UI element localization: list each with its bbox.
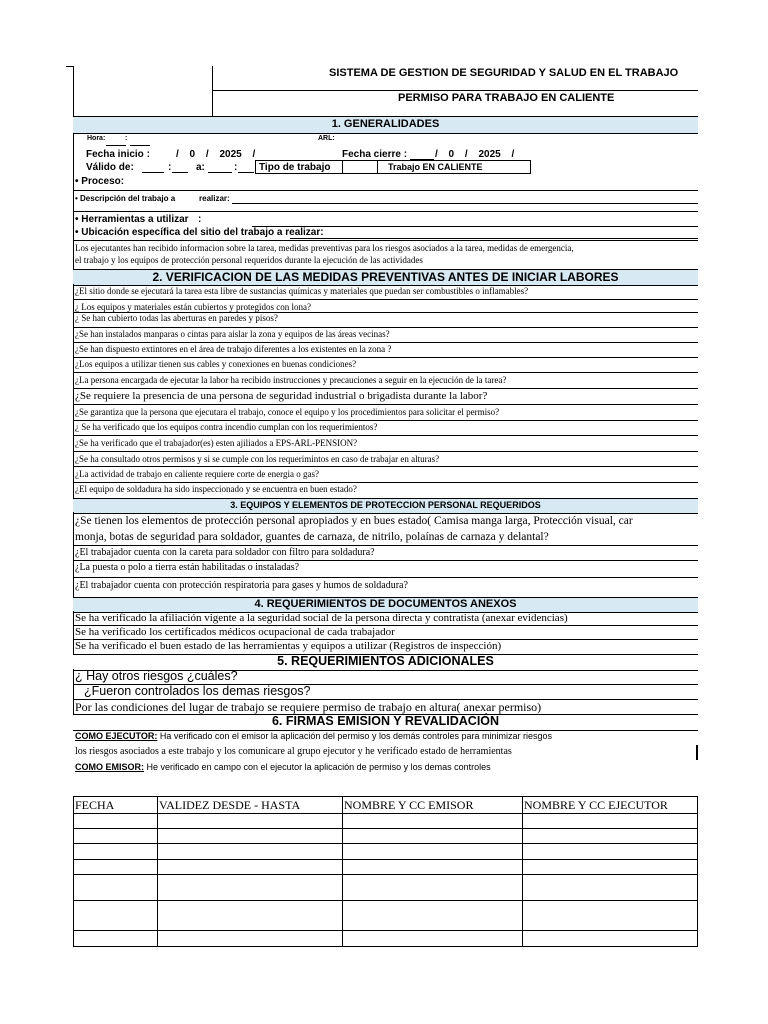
sig-row-line-3 [73, 843, 698, 844]
section2-header [73, 269, 698, 286]
sig-col-line-4 [697, 796, 698, 947]
section1-header [73, 116, 698, 134]
hora-line-2 [130, 145, 150, 146]
s2-line-10 [73, 435, 698, 436]
s5-item-3: Por las condiciones del lugar de trabajo se requiere permiso de trabajo en altura( anexar permiso) [75, 700, 542, 714]
s2-item-13: ¿La actividad de trabajo en caliente requiere corte de energia o gas? [75, 469, 319, 479]
s3-item-1-line-1: ¿Se tienen los elementos de protección personal apropiados y en bues estado( Camisa manga larga, Protección visual, car [75, 515, 633, 527]
section6-header [73, 714, 698, 731]
s4-item-1: Se ha verificado la afiliación vigente a la seguridad social de la persona directa y contratista (anexar evidencias) [75, 612, 568, 624]
sig-header-emisor: NOMBRE Y CC EMISOR [344, 798, 474, 812]
s2-item-6: ¿Los equipos a utilizar tienen sus cables y conexiones en buenas condiciones? [75, 359, 357, 369]
herramientas-label: • Herramientas a utilizar [75, 214, 189, 225]
ubicacion-label: • Ubicación específica del sitio del trabajo a realizar: [75, 227, 324, 238]
sig-col-line-3 [522, 796, 523, 947]
trabajo-caliente-box [377, 160, 531, 174]
valido-de-label: Válido de: [86, 162, 134, 173]
sig-col-line-1 [157, 796, 158, 947]
ejecutor-line-2: los riesgos asociados a este trabajo y los comunicare al grupo ejecutor y he verificado estado de herramientas [75, 746, 512, 757]
s3-item-1-line-2: monja, botas de seguridad para soldador, guantes de carnaza, de nitrilo, polaínas de carnaza y delantal? [75, 531, 549, 543]
herramientas-sep: : [198, 214, 202, 225]
frame-left-s5 [73, 669, 74, 714]
valido-line-1 [142, 172, 164, 173]
section1-title: 1. GENERALIDADES [331, 118, 440, 130]
emisor-label: COMO EMISOR: [75, 762, 144, 772]
ejecutor-label: COMO EJECUTOR: [75, 731, 158, 741]
row-line-ubicacion [290, 238, 698, 239]
valido-a-label: a: [196, 162, 205, 173]
sig-border-bottom [73, 946, 698, 947]
s2-line-6 [73, 372, 698, 373]
sig-row-line-7 [73, 930, 698, 931]
s3-item-4: ¿El trabajador cuenta con protección respiratoria para gases y humos de soldadura? [75, 580, 408, 591]
sig-row-line-5 [73, 874, 698, 875]
s2-item-8: ¿Se requiere la presencia de una persona de seguridad industrial o brigadista durante la labor? [75, 390, 488, 402]
row-line-proceso [73, 190, 698, 191]
tipo-trabajo-box [255, 160, 343, 174]
s2-item-9: ¿Se garantiza que la persona que ejecutara el trabajo, conoce el equipo y los procedimientos para solicitar el permiso? [75, 407, 500, 417]
descripcion-label-b: realizar: [199, 194, 230, 203]
s2-item-3: ¿ Se han cubierto todas las aberturas en paredes y pisos? [75, 313, 278, 323]
section4-header [73, 597, 698, 613]
s3-line-1 [73, 545, 698, 546]
ejecutor-statement [75, 732, 552, 741]
cursor-bar [696, 745, 698, 760]
valido-line-4 [238, 172, 254, 173]
frame-left-s4 [73, 611, 74, 654]
sig-row-line-2 [73, 828, 698, 829]
frame-logo-divider [212, 66, 213, 116]
emisor-text: He verificado en campo con el ejecutor la aplicación de permiso y los demas controles [144, 762, 491, 772]
s2-line-9 [73, 420, 698, 421]
form-title: SISTEMA DE GESTION DE SEGURIDAD Y SALUD EN EL TRABAJO [329, 67, 679, 79]
section5-title: 5. REQUERIMIENTOS ADICIONALES [277, 654, 494, 668]
section2-title: 2. VERIFICACION DE LAS MEDIDAS PREVENTIVAS ANTES DE INICIAR LABORES [152, 270, 619, 284]
frame-header-divider [212, 90, 698, 91]
descripcion-label: • Descripción del trabajo a [75, 194, 176, 203]
tipo-trabajo-gap [343, 160, 377, 174]
frame-left-s1 [73, 116, 74, 270]
section4-title: 4. REQUERIMIENTOS DE DOCUMENTOS ANEXOS [254, 598, 517, 610]
s3-item-3: ¿La puesta o polo a tierra están habilitadas o instaladas? [75, 562, 300, 573]
hora-line-1 [106, 145, 126, 146]
s2-item-7: ¿La persona encargada de ejecutar la labor ha recibido instrucciones y precauciones a seguir en la ejecución de la tarea? [75, 375, 507, 385]
hora-label: Hora: [87, 135, 106, 142]
s2-line-11 [73, 451, 698, 452]
s2-line-8 [73, 404, 698, 405]
s2-item-5: ¿Se han dispuesto extintores en el área de trabajo diferentes a los existentes en la zona ? [75, 344, 392, 354]
s2-line-3 [73, 327, 698, 328]
s5-item-1: ¿ Hay otros riesgos ¿cuáles? [75, 669, 238, 683]
s2-item-10: ¿ Se ha verificado que los equipos contra incendio cumplan con los requerimientos? [75, 422, 378, 432]
sig-row-line-1 [73, 813, 698, 814]
s4-item-2: Se ha verificado los certificados médicos ocupacional de cada trabajador [75, 626, 395, 638]
frame-left-s2 [73, 284, 74, 498]
nota-line-2: el trabajo y los equipos de protección personal requeridos durante la ejecución de las actividades [75, 255, 423, 265]
emisor-statement [75, 763, 491, 772]
row-line-ubicacion-b [73, 240, 698, 241]
sig-header-validez: VALIDEZ DESDE - HASTA [159, 798, 301, 812]
section3-title: 3. EQUIPOS Y ELEMENTOS DE PROTECCION PERSONAL REQUERIDOS [230, 500, 541, 510]
sig-header-fecha: FECHA [75, 798, 115, 812]
sig-row-line-6 [73, 900, 698, 901]
s2-item-12: ¿Se ha consultado otros permisos y si se cumple con los requerimintos en caso de trabajar en alturas? [75, 454, 440, 464]
fecha-cierre-label: Fecha cierre : [342, 149, 408, 160]
s2-item-4: ¿Se han instalados manparas o cintas para aislar la zona y equipos de las áreas vecinas? [75, 329, 390, 339]
s2-item-11: ¿Se ha verificado que el trabajador(es) esten ajiliados a EPS-ARL-PENSION? [75, 438, 358, 448]
sig-col-line-2 [342, 796, 343, 947]
s2-item-1: ¿El sitio donde se ejecutará la tarea esta libre de sustancias químicas y materiales que puedan ser combustibles o inflamables? [75, 286, 529, 296]
section3-header [73, 498, 698, 514]
nota-line-1: Los ejecutantes han recibido informacion sobre la tarea, medidas preventivas para los riesgos asociados a la tarea, medidas de emergencia, [75, 243, 574, 253]
row-line-descripcion-a [232, 203, 698, 204]
frame-left-header [73, 66, 74, 116]
fecha-inicio-label: Fecha inicio : [86, 149, 150, 160]
s3-line-3 [73, 577, 698, 578]
s2-item-2: ¿ Los equipos y materiales están cubiertos y protegidos con lona? [75, 302, 311, 312]
sig-border-top [73, 796, 698, 797]
fecha-cierre-value: / 0 / 2025 / [435, 149, 515, 160]
tipo-trabajo-label: Tipo de trabajo [259, 162, 331, 173]
row-line-descripcion-b [73, 211, 698, 212]
form-subtitle: PERMISO PARA TRABAJO EN CALIENTE [398, 92, 615, 104]
fecha-inicio-value: / 0 / 2025 / [176, 149, 256, 160]
sig-col-line-0 [73, 796, 74, 947]
s2-line-1 [73, 299, 698, 300]
s2-item-14: ¿El equipo de soldadura ha sido inspeccionado y se encuentra en buen estado? [75, 484, 357, 494]
signatures-table [73, 796, 698, 947]
s2-line-4 [73, 342, 698, 343]
s3-line-2 [73, 560, 698, 561]
s3-item-2: ¿El trabajador cuenta con la careta para soldador con filtro para soldadura? [75, 547, 375, 558]
s2-line-12 [73, 466, 698, 467]
s5-item-2: ¿Fueron controlados los demas riesgos? [84, 684, 311, 698]
section6-title: 6. FIRMAS EMISION Y REVALIDACIÓN [271, 714, 500, 728]
s2-line-5 [73, 357, 698, 358]
trabajo-caliente-value: Trabajo EN CALIENTE [388, 162, 483, 172]
sig-header-ejecutor: NOMBRE Y CC EJECUTOR [524, 798, 668, 812]
hora-sep: : [125, 135, 128, 142]
arl-label: ARL: [318, 135, 335, 142]
proceso-label: • Proceso: [75, 176, 125, 187]
valido-line-3 [208, 172, 232, 173]
frame-left-s3 [73, 512, 74, 597]
valido-sep-1: : [168, 162, 172, 173]
s4-item-3: Se ha verificado el buen estado de las herramientas y equipos a utilizar (Registros de inspección) [75, 640, 502, 652]
s2-line-13 [73, 482, 698, 483]
ejecutor-text: Ha verificado con el emisor la aplicación del permiso y los demás controles para minimizar riesgos [157, 731, 553, 741]
valido-sep-2: : [234, 162, 238, 173]
frame-top-stub [66, 66, 73, 67]
valido-line-2 [172, 172, 188, 173]
sig-row-line-4 [73, 859, 698, 860]
s2-line-7 [73, 388, 698, 389]
